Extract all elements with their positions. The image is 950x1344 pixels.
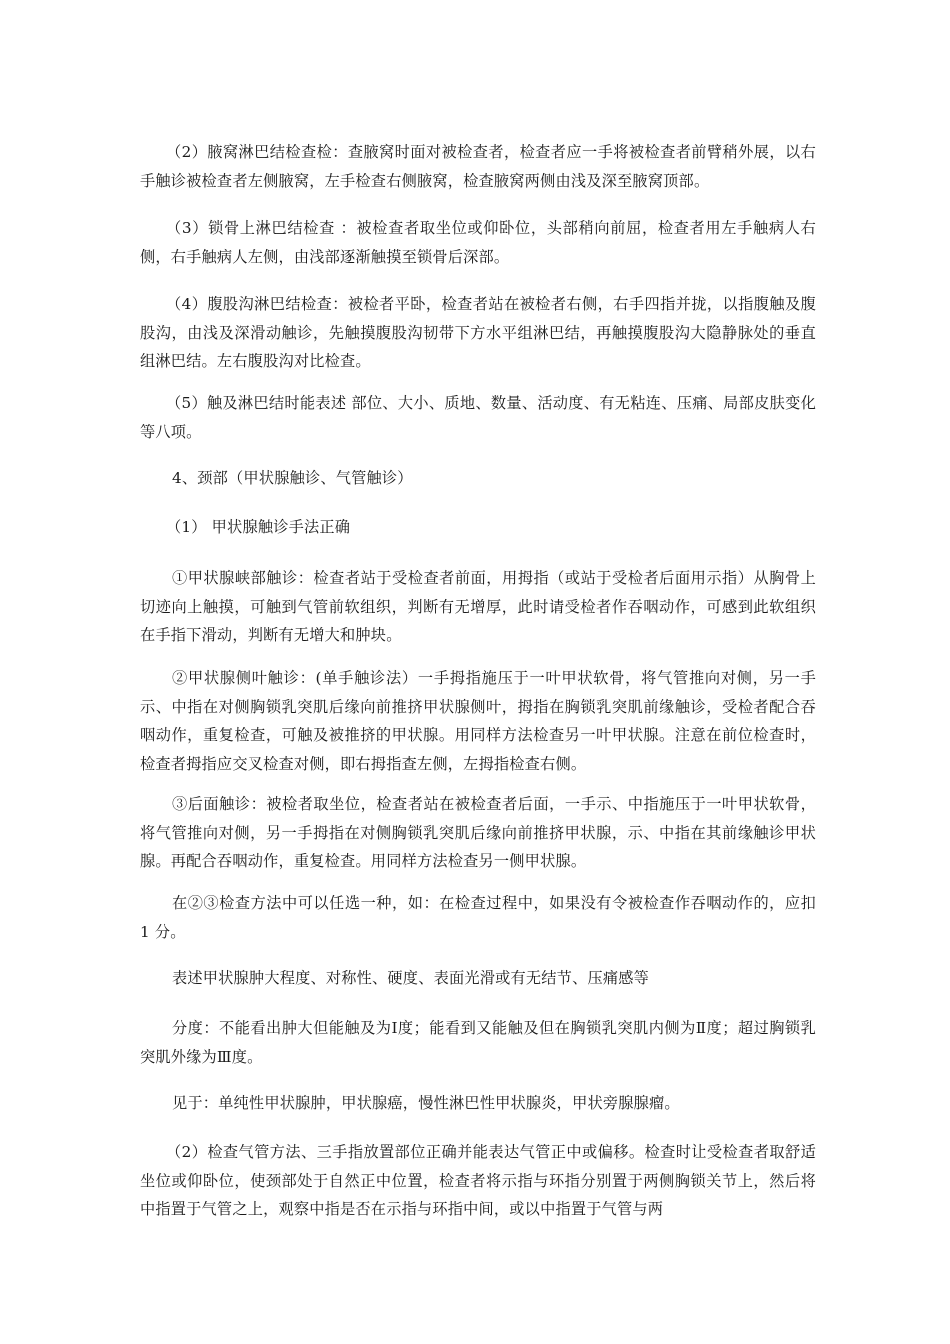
- paragraph-seen-in: 见于：单纯性甲状腺肿，甲状腺癌，慢性淋巴性甲状腺炎，甲状旁腺腺瘤。: [172, 1094, 680, 1112]
- paragraph-posterior-palpation: ③后面触诊：被检者取坐位，检查者站在被检查者后面，一手示、中指施压于一叶甲状软骨，将气管推向对侧，另一手拇指在对侧胸锁乳突肌后缘向前推挤甲状腺，示、中指在其前缘触诊甲状腺。再配合吞咽动作，重复检查。用同样方法检查另一侧甲状腺。: [140, 795, 816, 870]
- paragraph-grading: 分度：不能看出肿大但能触及为Ⅰ度；能看到又能触及但在胸锁乳突肌内侧为Ⅱ度；超过胸锁乳突肌外缘为Ⅲ度。: [140, 1019, 816, 1066]
- subheading-thyroid-palpation: （1） 甲状腺触诊手法正确: [166, 518, 351, 536]
- paragraph-inguinal-lymph-node: （4）腹股沟淋巴结检查：被检者平卧，检查者站在被检者右侧，右手四指并拢，以指腹触及腹股沟，由浅及深滑动触诊，先触摸腹股沟韧带下方水平组淋巴结，再触摸腹股沟大隐静脉处的垂直组淋巴结。左右腹股沟对比检查。: [140, 295, 816, 370]
- paragraph-supraclavicular-lymph-node: （3）锁骨上淋巴结检查 ：被检查者取坐位或仰卧位，头部稍向前屈，检查者用左手触病人右侧，右手触病人左侧，由浅部逐渐触摸至锁骨后深部。: [140, 219, 816, 266]
- section-heading-neck: 4、颈部（甲状腺触诊、气管触诊）: [172, 469, 413, 487]
- paragraph-axillary-lymph-node: （2）腋窝淋巴结检查检：查腋窝时面对被检查者，检查者应一手将被检查者前臂稍外展，以右手触诊被检查者左侧腋窝，左手检查右侧腋窝，检查腋窝两侧由浅及深至腋窝顶部。: [140, 143, 816, 190]
- paragraph-isthmus-palpation: ①甲状腺峡部触诊：检查者站于受检查者前面，用拇指（或站于受检者后面用示指）从胸骨上切迹向上触摸，可触到气管前软组织，判断有无增厚，此时请受检者作吞咽动作，可感到此软组织在手指下滑动，判断有无增大和肿块。: [140, 569, 816, 644]
- paragraph-lymph-node-description: （5）触及淋巴结时能表述 部位、大小、质地、数量、活动度、有无粘连、压痛、局部皮肤变化等八项。: [140, 394, 816, 441]
- paragraph-thyroid-description: 表述甲状腺肿大程度、对称性、硬度、表面光滑或有无结节、压痛感等: [172, 969, 650, 987]
- paragraph-scoring-note: 在②③检查方法中可以任选一种，如：在检查过程中，如果没有令被检查作吞咽动作的，应扣 1 分。: [140, 894, 816, 941]
- paragraph-trachea-exam: （2）检查气管方法、三手指放置部位正确并能表达气管正中或偏移。检查时让受检查者取舒适坐位或仰卧位，使颈部处于自然正中位置，检查者将示指与环指分别置于两侧胸锁关节上，然后将中指置于气管之上，观察中指是否在示指与环指中间，或以中指置于气管与两: [140, 1143, 816, 1218]
- paragraph-lateral-lobe-palpation: ②甲状腺侧叶触诊：(单手触诊法）一手拇指施压于一叶甲状软骨，将气管推向对侧，另一手示、中指在对侧胸锁乳突肌后缘向前推挤甲状腺侧叶，拇指在胸锁乳突肌前缘触诊，受检者配合吞咽动作，重复检查，可触及被推挤的甲状腺。用同样方法检查另一叶甲状腺。注意在前位检查时，检查者拇指应交叉检查对侧，即右拇指查左侧，左拇指检查右侧。: [140, 669, 816, 773]
